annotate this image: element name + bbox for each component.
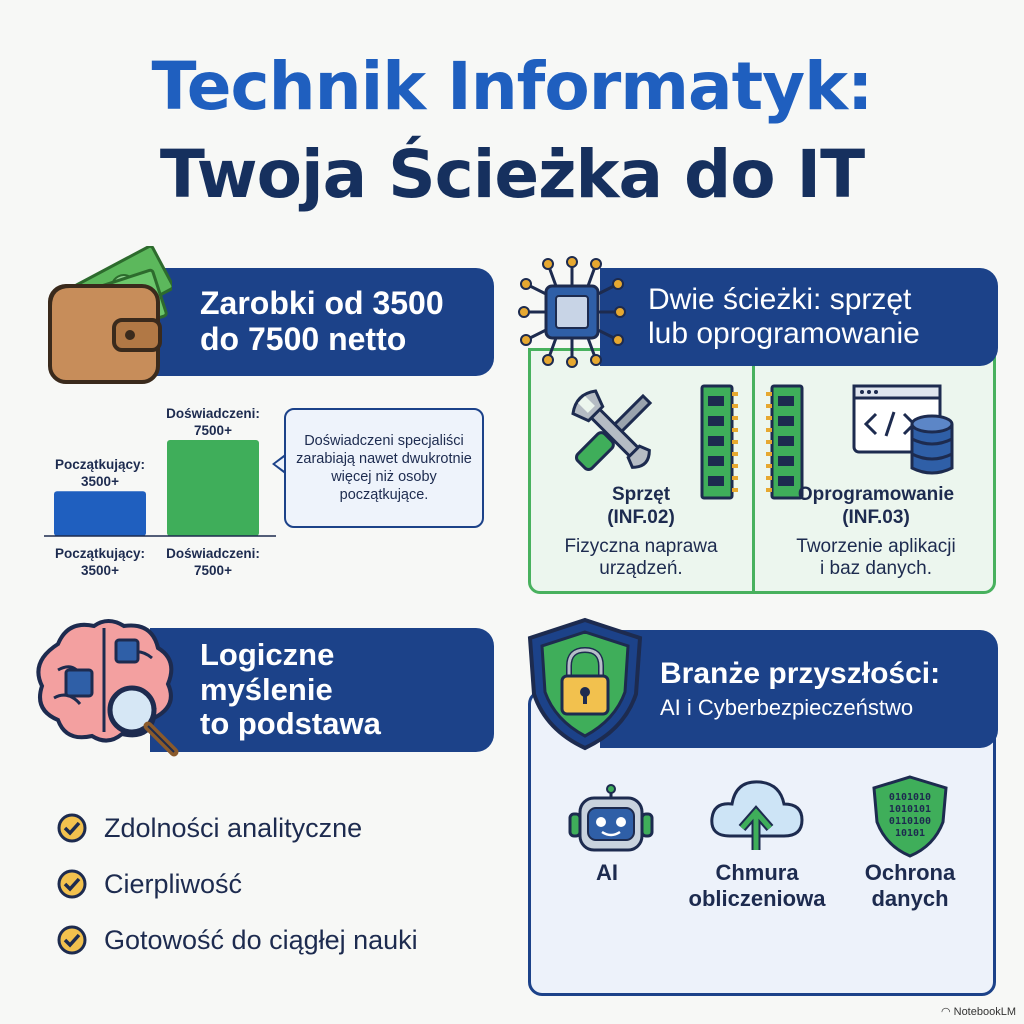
logic-item-label: Zdolności analityczne xyxy=(104,812,363,843)
check-circle-icon xyxy=(56,812,88,844)
salary-bar-top-label: Doświadczeni: xyxy=(166,406,260,421)
logic-item xyxy=(56,866,456,902)
future-item-label-2: danych xyxy=(871,886,949,912)
salary-bar-top-label: 7500+ xyxy=(194,423,232,438)
salary-bar-top-label: Początkujący: xyxy=(54,457,146,473)
software-text xyxy=(760,484,992,581)
ram-module-icon xyxy=(696,384,742,500)
salary-banner xyxy=(150,268,494,376)
shield-lock-icon xyxy=(524,616,646,752)
page-title-line2: Twoja Ścieżka do IT xyxy=(159,136,865,213)
salary-bar-bottom-label: 7500+ xyxy=(194,563,232,578)
software-desc-line1: Tworzenie aplikacji xyxy=(796,535,956,557)
future-banner-line2: AI i Cyberbezpieczeństwo xyxy=(660,695,914,721)
future-banner xyxy=(600,630,998,748)
robot-icon xyxy=(566,784,656,854)
salary-bar xyxy=(54,491,146,536)
future-banner-line1: Branże przyszłości: xyxy=(660,656,941,690)
hardware-title: Sprzęt xyxy=(611,484,671,505)
check-circle-icon xyxy=(56,868,88,900)
software-code: (INF.03) xyxy=(842,506,910,528)
hardware-desc-line1: Fizyczna naprawa xyxy=(564,535,718,557)
paths-banner-line2: lub oprogramowanie xyxy=(648,317,920,350)
salary-bar-bottom-label: Doświadczeni: xyxy=(166,546,260,561)
hardware-text xyxy=(536,484,746,581)
wallet-money-icon xyxy=(44,246,172,386)
code-database-icon xyxy=(850,382,960,478)
paths-divider xyxy=(752,356,755,594)
logic-banner-line3: to podstawa xyxy=(200,706,381,742)
logic-item xyxy=(56,810,456,846)
cpu-chip-icon xyxy=(516,256,628,368)
paths-banner-line1: Dwie ścieżki: sprzęt xyxy=(648,283,912,317)
brain-magnifier-icon xyxy=(28,614,188,764)
logic-banner-line1: Logiczne xyxy=(200,636,335,672)
binary-shield-icon xyxy=(870,774,950,858)
future-item-label: Chmura xyxy=(715,860,799,885)
check-circle-icon xyxy=(56,924,88,956)
salary-bubble-text: Doświadczeni specjaliści zarabiają nawet dwukrotnie więcej niż osoby początkujące. xyxy=(296,432,472,504)
future-item-label: AI xyxy=(596,860,618,885)
salary-bar-bottom-label: Początkujący: xyxy=(54,546,146,561)
paths-banner xyxy=(600,268,998,366)
hardware-code: (INF.02) xyxy=(607,506,675,528)
salary-bar-chart xyxy=(40,400,280,590)
salary-bar-bottom-label: 3500+ xyxy=(81,563,119,578)
notebooklm-footer xyxy=(941,1005,1016,1018)
logic-item-label: Cierpliwość xyxy=(104,868,243,899)
software-title: Oprogramowanie xyxy=(797,484,955,505)
salary-banner-line2: do 7500 netto xyxy=(200,321,407,357)
cloud-upload-icon xyxy=(706,772,806,854)
future-item-cloud xyxy=(672,860,842,913)
logic-banner-line2: myślenie xyxy=(200,671,333,707)
software-desc-line2: i baz danych. xyxy=(820,558,932,580)
svg-text:1010101: 1010101 xyxy=(888,804,932,815)
svg-text:0110100: 0110100 xyxy=(888,816,932,827)
page-title-line1: Technik Informatyk: xyxy=(151,48,873,125)
ram-module-icon xyxy=(762,384,808,500)
salary-speech-bubble xyxy=(284,408,484,528)
salary-bar-top-label: 3500+ xyxy=(81,474,119,490)
future-item-ai xyxy=(552,860,662,886)
future-item-label-2: obliczeniowa xyxy=(688,886,826,912)
future-item-data-protection xyxy=(846,860,974,913)
svg-text:0101010: 0101010 xyxy=(888,792,932,803)
wrench-screwdriver-icon xyxy=(562,382,666,482)
footer-brand: NotebookLM xyxy=(953,1006,1016,1018)
future-item-label: Ochrona xyxy=(864,860,956,885)
salary-banner-line1: Zarobki od 3500 xyxy=(200,285,444,322)
svg-text:10101: 10101 xyxy=(894,828,926,839)
logic-banner xyxy=(150,628,494,752)
logic-item xyxy=(56,922,456,958)
hardware-desc-line2: urządzeń. xyxy=(599,558,683,580)
logic-item-label: Gotowość do ciągłej nauki xyxy=(104,924,418,955)
salary-bar xyxy=(167,440,259,536)
notebooklm-logo-icon: ◠ xyxy=(940,1006,951,1018)
